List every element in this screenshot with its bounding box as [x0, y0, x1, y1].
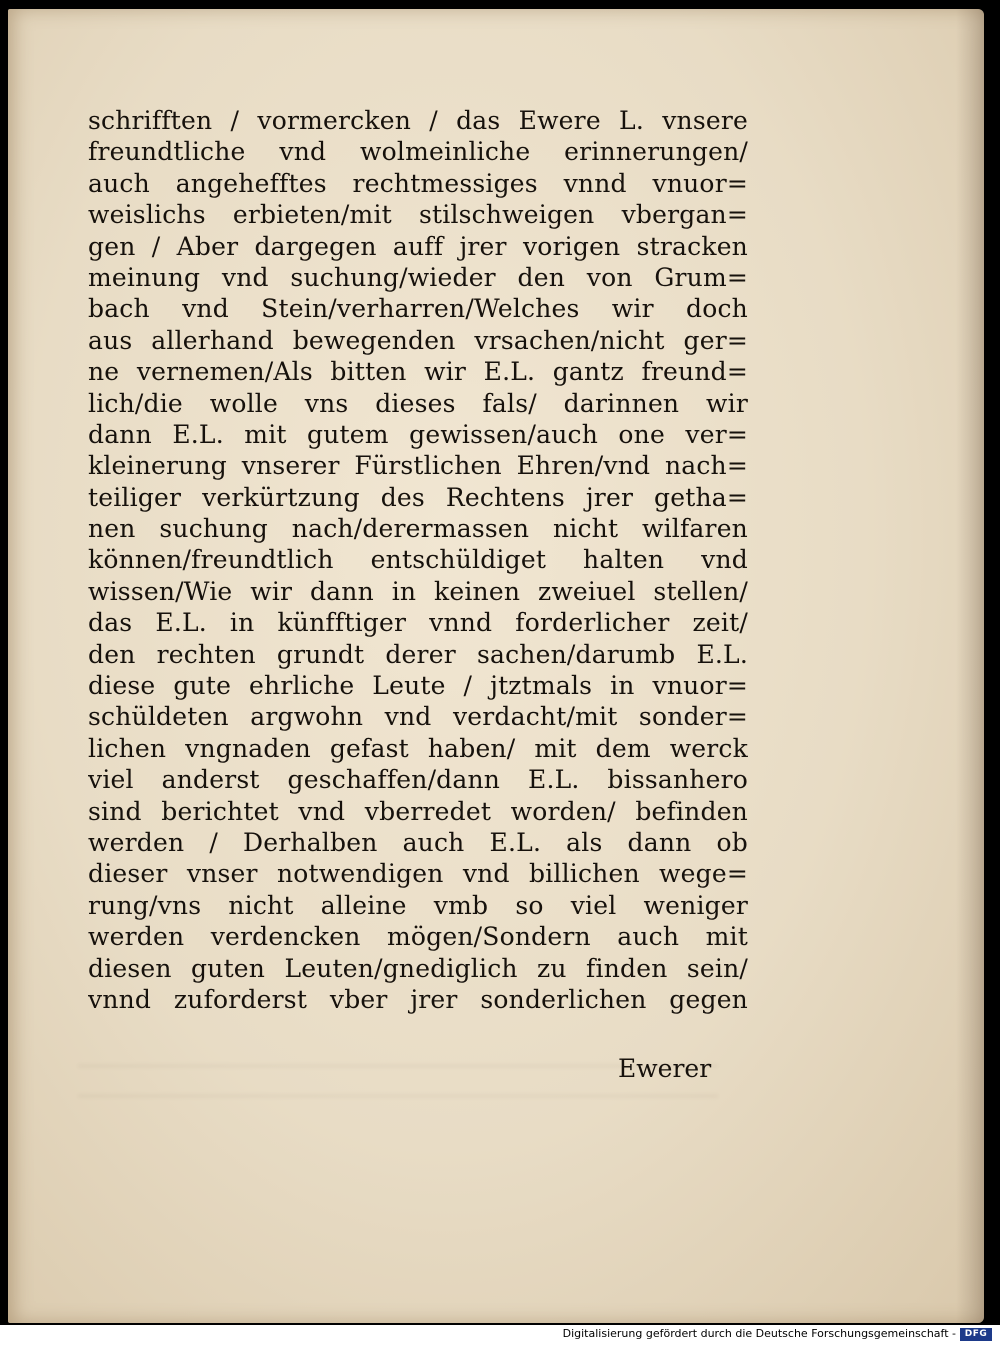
text-line: bach vnd Stein/verharren/Welches wir doch: [88, 294, 748, 324]
text-line: ne vernemen/Als bitten wir E.L. gantz freund=: [88, 357, 748, 387]
text-line: diese gute ehrliche Leute / jtztmals in vnuor=: [88, 671, 748, 701]
text-line: werden / Derhalben auch E.L. als dann ob: [88, 827, 748, 857]
funding-credit: Digitalisierung gefördert durch die Deutsche Forschungsgemeinschaft -: [562, 1327, 956, 1340]
catchword: Ewerer: [618, 1054, 712, 1083]
text-line: vnnd zuforderst vber jrer sonderlichen gegen: [88, 984, 748, 1014]
text-line: dieser vnser notwendigen vnd billichen wege=: [88, 859, 748, 889]
text-line: den rechten grundt derer sachen/darumb E.L.: [88, 639, 748, 669]
text-line: sind berichtet vnd vberredet worden/ befinden: [88, 796, 748, 826]
body-text: [88, 105, 748, 1015]
text-line: diesen guten Leuten/gnediglich zu finden sein/: [88, 953, 748, 983]
footer-bar: [0, 1325, 1000, 1345]
document-page: [8, 9, 984, 1323]
text-line: nen suchung nach/derermassen nicht wilfaren: [88, 514, 748, 544]
text-line: aus allerhand bewegenden vrsachen/nicht ger=: [88, 325, 748, 355]
text-line: viel anderst geschaffen/dann E.L. bissanhero: [88, 765, 748, 795]
text-line: weislichs erbieten/mit stilschweigen vbergan=: [88, 200, 748, 230]
dfg-logo: DFG: [960, 1328, 992, 1341]
text-line: das E.L. in künfftiger vnnd forderlicher zeit/: [88, 608, 748, 638]
text-line: lich/die wolle vns dieses fals/ darinnen wir: [88, 388, 748, 418]
text-line: gen / Aber dargegen auff jrer vorigen stracken: [88, 231, 748, 261]
text-line: teiliger verkürtzung des Rechtens jrer getha=: [88, 482, 748, 512]
text-line: können/freundtlich entschüldiget halten vnd: [88, 545, 748, 575]
text-line: kleinerung vnserer Fürstlichen Ehren/vnd nach=: [88, 451, 748, 481]
text-line: freundtliche vnd wolmeinliche erinnerungen/: [88, 137, 748, 167]
text-line: lichen vngnaden gefast haben/ mit dem werck: [88, 733, 748, 763]
text-line: meinung vnd suchung/wieder den von Grum=: [88, 262, 748, 292]
text-line: schrifften / vormercken / das Ewere L. vnsere: [88, 106, 748, 135]
text-line: dann E.L. mit gutem gewissen/auch one ver=: [88, 419, 748, 449]
text-line: auch angehefftes rechtmessiges vnnd vnuor=: [88, 168, 748, 198]
page-edge-shadow: [956, 9, 984, 1323]
text-line: werden verdencken mögen/Sondern auch mit: [88, 922, 748, 952]
text-line: schüldeten argwohn vnd verdacht/mit sonder=: [88, 702, 748, 732]
text-line: rung/vns nicht alleine vmb so viel weniger: [88, 890, 748, 920]
text-line: wissen/Wie wir dann in keinen zweiuel stellen/: [88, 576, 748, 606]
